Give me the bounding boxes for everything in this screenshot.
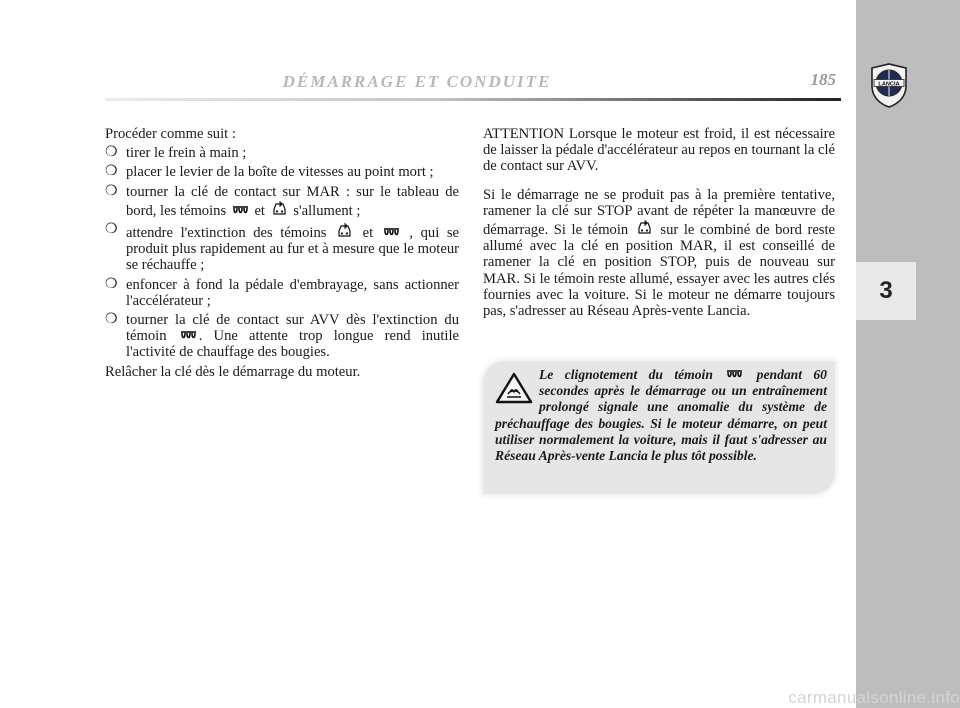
immobilizer-car-key-icon (271, 200, 288, 217)
right-column (483, 126, 835, 319)
immobilizer-car-key-icon (636, 219, 653, 236)
list-item (105, 184, 459, 219)
list-item-text: et (362, 225, 374, 242)
bullet-icon: ❍ (105, 222, 118, 238)
glow-plug-icon (180, 330, 197, 342)
bullet-icon: ❍ (105, 276, 118, 292)
list-item-text: tourner la clé de contact sur MAR : sur le tableau de bord, les témoins (126, 183, 459, 219)
list-item (105, 164, 459, 180)
lancia-logo (868, 62, 910, 108)
bullet-icon: ❍ (105, 145, 118, 161)
left-column (105, 126, 459, 380)
restart-paragraph (483, 187, 835, 320)
warning-text (495, 367, 827, 464)
list-item (105, 312, 459, 361)
list-item-text: tourner la clé de contact sur AVV dès l'extinction du témoin (126, 312, 459, 345)
paragraph-text: Si le démarrage ne se produit pas à la première tentative, ramener la clé sur STOP avant de répéter la manœuvre de démarrage. Si le témoin (483, 186, 835, 239)
immobilizer-car-key-icon (336, 222, 353, 239)
list-item-text: tirer le frein à main ; (126, 145, 247, 162)
bullet-icon: ❍ (105, 164, 118, 180)
paragraph-text: sur le combiné de bord reste allumé avec la clé en position MAR, il est conseillé de ramener la clé en position STOP, puis de nouveau sur MAR. Si le témoin reste allumé, essayer avec les autres clés fournies avec la voiture. Si le moteur ne démarre toujours pas, s'adresser au Réseau Après-vente Lancia. (483, 222, 836, 320)
list-item-text: , qui se produit plus rapidement au fur et à mesure que le moteur se réchauffe ; (126, 225, 459, 274)
list-item-text: enfoncer à fond la pédale d'embrayage, sans actionner l'accélérateur ; (126, 276, 459, 309)
bullet-icon: ❍ (105, 312, 118, 328)
warning-text-indent (495, 367, 539, 415)
list-item-text: et (254, 202, 265, 219)
bullet-icon: ❍ (105, 183, 118, 199)
page-number: 185 (810, 70, 836, 89)
intro-text: Procéder comme suit : (105, 126, 236, 142)
logo-text: LANCIA (878, 81, 900, 88)
list-item-text: s'allument ; (293, 202, 361, 219)
list-item (105, 277, 459, 309)
paragraph-gap (483, 175, 835, 187)
list-item (105, 222, 459, 274)
attention-paragraph: ATTENTION Lorsque le moteur est froid, il est nécessaire de laisser la pédale d'accélérateur au repos en tournant la clé de contact sur AVV. (483, 126, 835, 175)
glow-plug-icon (726, 369, 743, 381)
header-rule (105, 98, 841, 101)
list-item-text: . Une attente trop longue rend inutile l'activité de chauffage des bougies. (126, 328, 459, 361)
footer-watermark: carmanualsonline.info (788, 688, 960, 707)
list-item-text: placer le levier de la boîte de vitesses au point mort ; (126, 164, 434, 181)
glow-plug-icon (232, 205, 249, 217)
page-header-title: DÉMARRAGE ET CONDUITE (282, 72, 552, 91)
chapter-tab[interactable] (856, 262, 916, 320)
outro-text: Relâcher la clé dès le démarrage du moteur. (105, 363, 361, 380)
list-item-text: attendre l'extinction des témoins (126, 225, 327, 242)
glow-plug-icon (383, 227, 400, 239)
warning-text-part: pendant 60 secondes après le démarrage ou un entraînement prolongé signale une anomalie du système de préchauffage des bougies. Si le moteur démarre, on peut utiliser normalement la voiture, mais il faut s'adresser au Réseau Après-vente Lancia le plus tôt possible. (495, 367, 827, 464)
chapter-number: 3 (879, 277, 893, 304)
warning-text-part: Le clignotement du témoin (539, 367, 713, 382)
list-item (105, 145, 459, 161)
steps-list (105, 145, 459, 360)
